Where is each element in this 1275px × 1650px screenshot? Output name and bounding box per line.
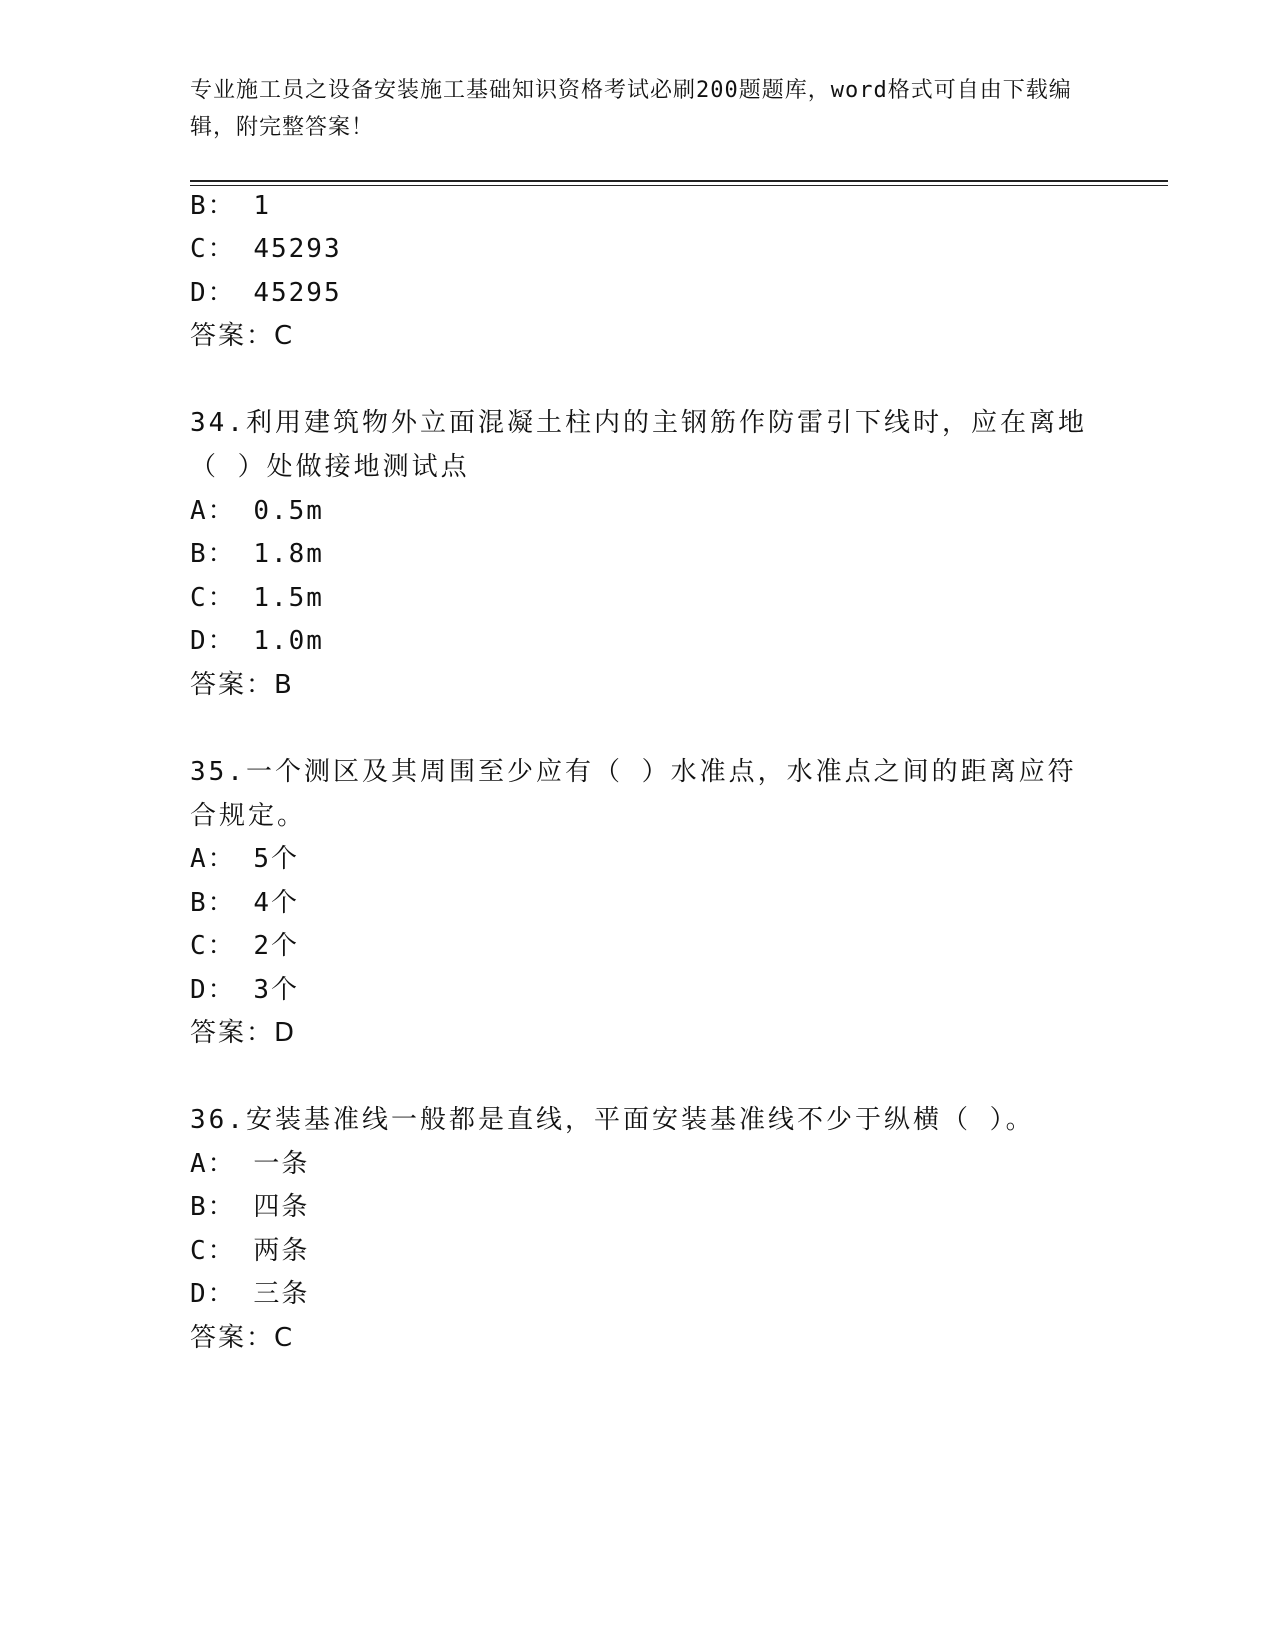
option-sep: ：	[207, 496, 236, 526]
option-text: 4个	[253, 888, 299, 918]
option-key: B	[190, 1192, 208, 1222]
option-key: D	[190, 626, 208, 656]
option-key: A	[190, 844, 208, 874]
option-c	[190, 232, 342, 266]
option-key: C	[190, 583, 208, 613]
option-key: A	[190, 1149, 208, 1179]
option-text: 三条	[253, 1279, 310, 1309]
option-d	[190, 276, 342, 310]
option-c	[190, 1234, 309, 1268]
option-text: 3个	[253, 975, 299, 1005]
option-b	[190, 886, 299, 920]
option-d	[190, 624, 324, 658]
answer-label: 答案：	[190, 321, 275, 351]
option-text: 5个	[253, 844, 299, 874]
question-36-text: 36.安装基准线一般都是直线，平面安装基准线不少于纵横（ ）。	[190, 1105, 1035, 1135]
option-d	[190, 1277, 309, 1311]
option-sep: ：	[207, 626, 236, 656]
option-sep: ：	[207, 931, 236, 961]
answer-label: 答案：	[190, 1323, 275, 1353]
option-key: C	[190, 1236, 208, 1266]
answer-value: B	[274, 670, 294, 700]
option-key: B	[190, 191, 208, 221]
option-key: C	[190, 931, 208, 961]
answer-line	[190, 1321, 294, 1355]
option-text: 2个	[253, 931, 299, 961]
answer-value: C	[274, 321, 295, 351]
option-b	[190, 537, 324, 571]
question-34-text: 34.利用建筑物外立面混凝土柱内的主钢筋作防雷引下线时，应在离地（ ）处做接地测试点	[190, 408, 1087, 482]
option-sep: ：	[207, 278, 236, 308]
answer-value: C	[274, 1323, 295, 1353]
option-b	[190, 1190, 309, 1224]
option-text: 两条	[253, 1236, 310, 1266]
option-sep: ：	[207, 1149, 236, 1179]
option-c	[190, 929, 299, 963]
option-key: B	[190, 888, 208, 918]
document-header-title: 专业施工员之设备安装施工基础知识资格考试必刷200题题库，word格式可自由下载编辑，附完整答案！	[190, 78, 1072, 140]
header-divider-thin	[190, 185, 1168, 186]
answer-value: D	[274, 1018, 297, 1048]
header-divider-thick	[190, 180, 1168, 182]
answer-label: 答案：	[190, 670, 275, 700]
question-35-text: 35.一个测区及其周围至少应有（ ）水准点，水准点之间的距离应符合规定。	[190, 757, 1077, 831]
option-text: 45295	[253, 278, 342, 308]
option-c	[190, 581, 324, 615]
option-sep: ：	[207, 583, 236, 613]
option-key: D	[190, 975, 208, 1005]
option-d	[190, 973, 299, 1007]
option-a	[190, 1147, 309, 1181]
option-text: 1	[253, 191, 271, 221]
option-text: 1.5m	[253, 583, 324, 613]
option-sep: ：	[207, 888, 236, 918]
option-key: B	[190, 539, 208, 569]
option-sep: ：	[207, 234, 236, 264]
option-key: A	[190, 496, 208, 526]
option-sep: ：	[207, 1192, 236, 1222]
option-text: 0.5m	[253, 496, 324, 526]
option-b	[190, 189, 271, 223]
answer-line	[190, 319, 294, 353]
option-sep: ：	[207, 975, 236, 1005]
answer-label: 答案：	[190, 1018, 275, 1048]
answer-line	[190, 668, 294, 702]
option-text: 1.0m	[253, 626, 324, 656]
option-sep: ：	[207, 539, 236, 569]
option-text: 45293	[253, 234, 342, 264]
option-a	[190, 842, 299, 876]
option-text: 四条	[253, 1192, 310, 1222]
option-key: C	[190, 234, 208, 264]
option-text: 一条	[253, 1149, 310, 1179]
option-key: D	[190, 278, 208, 308]
option-sep: ：	[207, 191, 236, 221]
option-a	[190, 494, 324, 528]
option-text: 1.8m	[253, 539, 324, 569]
option-sep: ：	[207, 844, 236, 874]
option-sep: ：	[207, 1279, 236, 1309]
option-sep: ：	[207, 1236, 236, 1266]
answer-line	[190, 1016, 296, 1050]
option-key: D	[190, 1279, 208, 1309]
